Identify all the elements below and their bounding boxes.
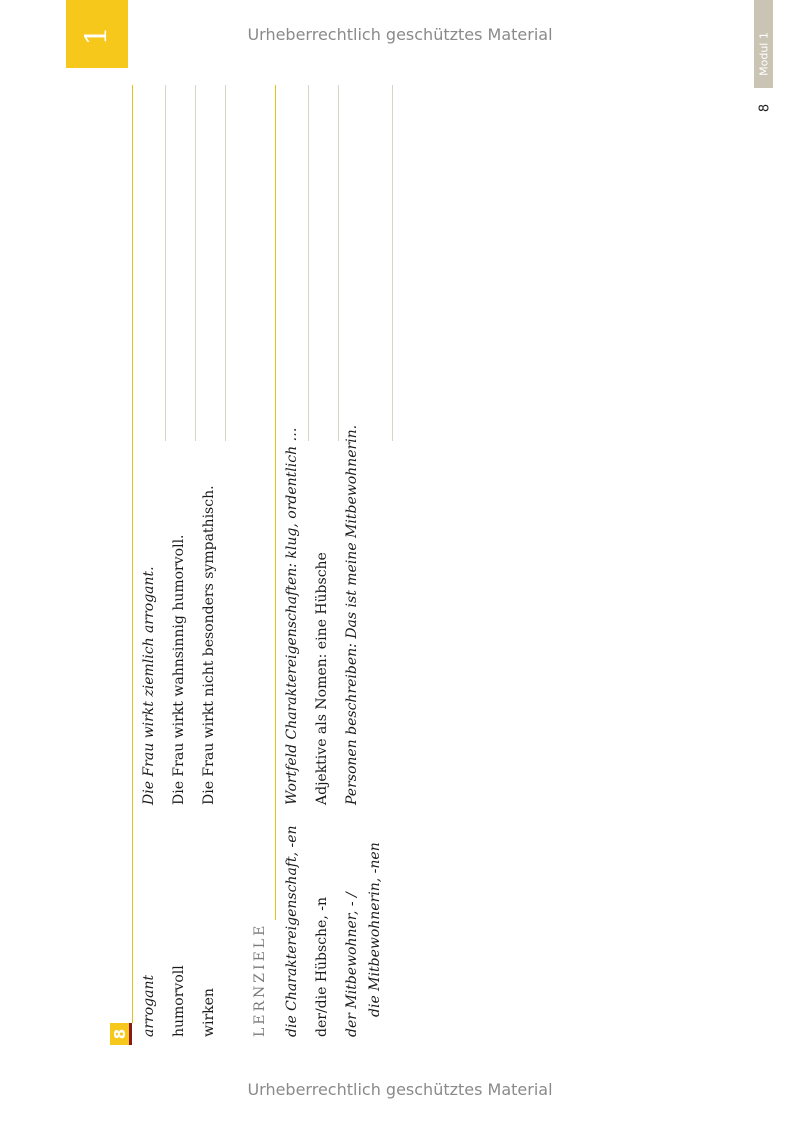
rule-goal-2 — [338, 85, 339, 441]
chapter-tab — [66, 0, 128, 68]
vocab-example: Die Frau wirkt ziemlich arrogant. — [141, 566, 157, 805]
lernziele-word: der/die Hübsche, -n — [314, 897, 330, 1037]
lernziele-goal: Personen beschreiben: Das ist meine Mitbewohnerin. — [344, 424, 360, 805]
rule-vocab-2 — [195, 85, 196, 441]
rule-vocab-3 — [225, 85, 226, 441]
vocab-word: humorvoll — [171, 965, 187, 1037]
modul-tab — [754, 0, 773, 88]
rotated-content — [110, 85, 410, 1045]
rule-goal-1 — [308, 85, 309, 441]
watermark-top: Urheberrechtlich geschütztes Material — [247, 25, 553, 44]
watermark-bottom: Urheberrechtlich geschütztes Material — [247, 1080, 553, 1099]
vocab-word: arrogant — [141, 974, 157, 1037]
lernziele-word: die Charaktereigenschaft, -en — [284, 825, 300, 1037]
page-badge — [110, 1023, 132, 1045]
rule-lernziele-yellow — [275, 85, 276, 920]
lernziele-goal: Wortfeld Charaktereigenschaften: klug, ordentlich … — [284, 427, 300, 805]
rule-goal-3 — [392, 85, 393, 441]
lernziele-word: der Mitbewohner, - / — [344, 892, 360, 1037]
vocab-example: Die Frau wirkt wahnsinnig humorvoll. — [171, 534, 187, 805]
lernziele-heading: LERNZIELE — [252, 922, 268, 1037]
vocab-example: Die Frau wirkt nicht besonders sympathisch. — [201, 485, 217, 805]
modul-label: Modul 1 — [757, 32, 770, 76]
rule-top-yellow — [132, 85, 133, 1023]
lernziele-goal: Adjektive als Nomen: eine Hübsche — [314, 552, 330, 805]
page-badge-number: 8 — [111, 1028, 129, 1040]
chapter-number: 1 — [79, 26, 115, 46]
vocab-word: wirken — [201, 988, 217, 1037]
page-number: 8 — [757, 103, 773, 113]
lernziele-word: die Mitbewohnerin, -nen — [367, 842, 383, 1017]
rule-vocab-1 — [165, 85, 166, 441]
